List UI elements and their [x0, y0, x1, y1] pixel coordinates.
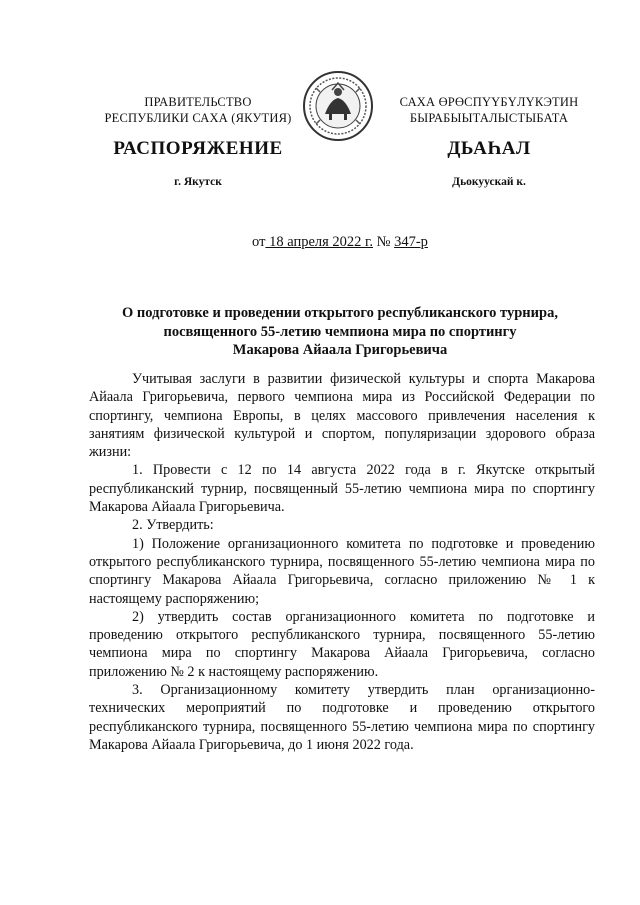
- document-title: [60, 304, 620, 360]
- title-line-3: Макарова Айаала Григорьевича: [232, 342, 448, 358]
- paragraph-item-3: 3. Организационному комитету утвердить план организационно-технических мероприятий по подготовке и проведению открытого республиканского турнира, посвященного 55-летию чемпиона мира по спортингу Макарова Айаала Григорьевича, до 1 июня 2022 года.: [89, 682, 595, 753]
- header-left-city: г. Якутск: [174, 176, 222, 188]
- document-body: [89, 370, 595, 754]
- header-left-line2: РЕСПУБЛИКИ САХА (ЯКУТИЯ): [104, 111, 292, 125]
- paragraph-item-1: 1. Провести с 12 по 14 августа 2022 года в г. Якутске открытый республиканский турнир, посвященный 55-летию чемпиона мира по спортингу Макарова Айаала Григорьевича.: [89, 462, 595, 516]
- header-right-city: Дьокуускай к.: [452, 176, 526, 188]
- header-right-title: ДЬАҺАЛ: [447, 138, 531, 159]
- header-left-line1: ПРАВИТЕЛЬСТВО: [144, 95, 252, 109]
- number-prefix: №: [373, 234, 395, 250]
- order-date: 18 апреля 2022 г.: [265, 234, 373, 250]
- order-date-number-line: [0, 234, 640, 251]
- header-left-org: [98, 94, 298, 126]
- header-left-title: РАСПОРЯЖЕНИЕ: [113, 138, 283, 159]
- coat-of-arms-emblem-icon: [302, 70, 374, 142]
- date-prefix: от: [252, 234, 266, 250]
- header-right-line2: БЫРАБЫЫТАЛЫСТЫБАТА: [409, 111, 569, 125]
- header-right-org: [374, 94, 604, 126]
- paragraph-preamble: Учитывая заслуги в развитии физической культуры и спорта Макарова Айаала Григорьевича, первого чемпиона мира из Российской Федерации по спортингу, чемпиона Европы, в целях массового привлечения населения к занятиям физической культурой и спортом, популяризации здорового образа жизни:: [89, 371, 595, 461]
- paragraph-item-2: 2. Утвердить:: [132, 517, 214, 534]
- header-right-line1: САХА ӨРӨСПҮҮБҮЛҮКЭТИН: [399, 95, 579, 109]
- title-line-2: посвященного 55-летию чемпиона мира по спортингу: [163, 323, 517, 340]
- paragraph-subitem-1: 1) Положение организационного комитета по подготовке и проведению открытого республиканского турнира, посвященного 55-летию чемпиона мира по спортингу Макарова Айаала Григорьевича, согласно приложению № 1 к настоящему распоряжению;: [89, 535, 595, 607]
- paragraph-subitem-2: 2) утвердить состав организационного комитета по подготовке и проведению открытого республиканского турнира, посвященного 55-летию чемпиона мира по спортингу Макарова Айаала Григорьевича, согласно приложению № 2 к настоящему распоряжению.: [89, 608, 595, 680]
- order-number: 347-р: [394, 234, 428, 250]
- title-line-1: О подготовке и проведении открытого республиканского турнира,: [122, 305, 558, 321]
